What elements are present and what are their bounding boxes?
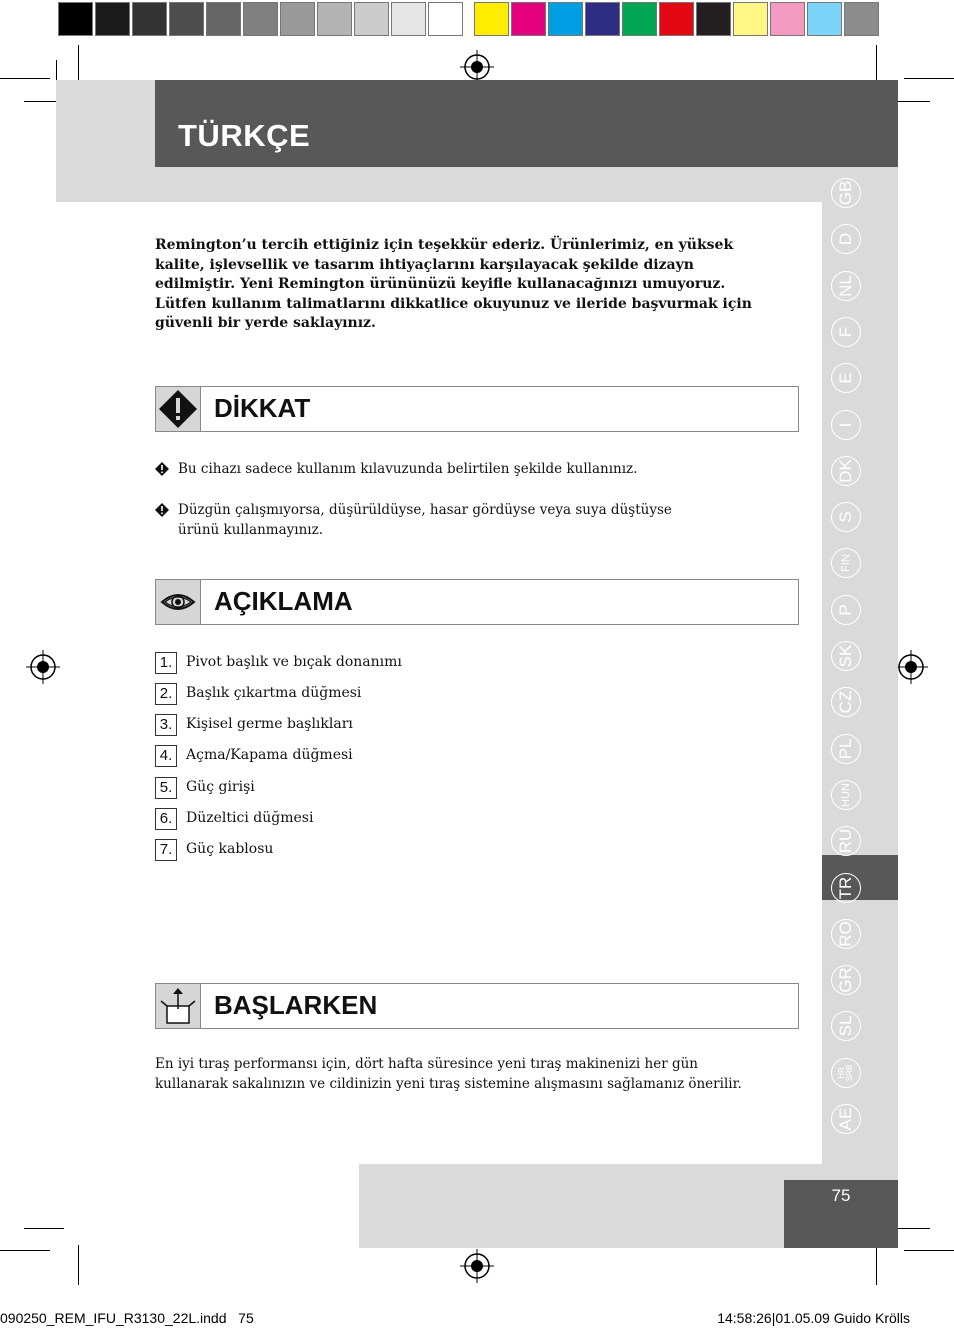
crop-mark	[24, 1228, 64, 1229]
item-number: 2.	[155, 683, 177, 705]
item-label: Kişisel germe başlıkları	[186, 716, 353, 732]
crop-mark	[78, 1245, 79, 1285]
color-swatch	[132, 2, 167, 36]
language-tab-tr[interactable]	[831, 873, 861, 903]
language-tab-label: SL	[836, 1015, 855, 1037]
item-number: 7.	[155, 839, 177, 861]
item-number: 6.	[155, 808, 177, 830]
crop-mark	[904, 78, 954, 79]
registration-mark-icon	[460, 50, 494, 84]
crop-mark	[904, 1250, 954, 1251]
section-title: BAŞLARKEN	[214, 990, 378, 1020]
language-tab-sk[interactable]	[831, 641, 861, 671]
language-tab-label: RU	[836, 828, 855, 854]
item-number: 5.	[155, 777, 177, 799]
page-title: TÜRKÇE	[178, 118, 311, 153]
section-title: DİKKAT	[214, 393, 311, 423]
language-tab-dk[interactable]	[831, 456, 861, 486]
print-slug-file: 090250_REM_IFU_R3130_22L.indd 75	[0, 1310, 254, 1326]
item-number: 1.	[155, 652, 177, 674]
eye-icon	[156, 580, 200, 624]
caution-bullet	[155, 500, 715, 540]
language-tab-s[interactable]	[831, 502, 861, 532]
color-swatch	[733, 2, 768, 36]
getting-started-header	[155, 983, 799, 1029]
language-tab-label: AE	[836, 1107, 855, 1131]
color-swatch	[391, 2, 426, 36]
color-swatch	[548, 2, 583, 36]
language-tab-cz[interactable]	[831, 687, 861, 717]
language-tab-p[interactable]	[831, 595, 861, 625]
section-icon-box	[156, 387, 201, 431]
section-icon-box	[156, 984, 201, 1028]
color-swatch	[317, 2, 352, 36]
crop-mark	[0, 1250, 50, 1251]
language-tab-label: DK	[836, 459, 855, 483]
color-swatch	[807, 2, 842, 36]
language-tab-label: TR	[836, 876, 855, 900]
color-swatch	[354, 2, 389, 36]
registration-mark-icon	[460, 1249, 494, 1283]
color-swatch	[280, 2, 315, 36]
language-tab-f[interactable]	[831, 317, 861, 347]
language-tab-d[interactable]	[831, 224, 861, 254]
language-tab-ro[interactable]	[831, 919, 861, 949]
item-number: 3.	[155, 714, 177, 736]
color-swatch	[585, 2, 620, 36]
unboxing-icon	[156, 984, 200, 1028]
language-tab-label: E	[836, 372, 855, 384]
color-swatch	[95, 2, 130, 36]
item-label: Güç girişi	[186, 779, 255, 795]
crop-mark	[0, 78, 50, 79]
language-tab-i[interactable]	[831, 410, 861, 440]
print-slug-timestamp: 14:58:26|01.05.09 Guido Krölls	[717, 1310, 910, 1326]
language-tab-label: PL	[836, 738, 855, 760]
language-tab-label: D	[836, 232, 855, 246]
diamond-bullet-icon	[155, 503, 169, 517]
color-swatch	[474, 2, 509, 36]
item-label: Düzeltici düğmesi	[186, 810, 314, 826]
language-tab-gb[interactable]	[831, 178, 861, 208]
language-tab-column	[822, 167, 898, 1165]
intro-paragraph: Remington’u tercih ettiğiniz için teşekkür ederiz. Ürünlerimiz, en yüksek kalite, işlevsellik ve tasarım ihtiyaçlarını karşılayacak şekilde dizayn edilmiştir. Yeni Remington ürününüzü keyifle kullanacağınızı umuyoruz. Lütfen kullanım talimatlarını dikkatlice okuyunuz ve ileride başvurmak için güvenli bir yerde saklayınız.	[155, 237, 752, 331]
crop-mark	[876, 1245, 877, 1285]
caution-header	[155, 386, 799, 432]
item-label: Başlık çıkartma düğmesi	[186, 685, 362, 701]
caution-bullet	[155, 459, 715, 479]
language-tab-label: FIN	[840, 554, 852, 572]
registration-mark-icon	[26, 650, 60, 684]
color-calibration-bar	[58, 2, 881, 38]
page-number: 75	[831, 1186, 851, 1205]
language-tab-label: NL	[836, 275, 855, 297]
language-tab-label: GB	[836, 180, 855, 206]
language-tab-hun[interactable]	[831, 780, 861, 810]
bullet-text: Düzgün çalışmıyorsa, düşürüldüyse, hasar gördüyse veya suya düştüyse ürünü kullanmayınız.	[178, 502, 672, 538]
getting-started-text: En iyi tıraş performansı için, dört hafta süresince yeni tıraş makinenizi her gün kullanarak sakalınızın ve cildinizin yeni tıraş sistemine alışmasını sağlamanız önerilir.	[155, 1056, 742, 1092]
color-swatch	[511, 2, 546, 36]
page-frame-band	[56, 167, 898, 202]
language-tab-pl[interactable]	[831, 734, 861, 764]
swatch-gap	[465, 2, 474, 38]
language-tab-sl[interactable]	[831, 1011, 861, 1041]
diamond-bullet-icon	[155, 462, 169, 476]
language-tab-gr[interactable]	[831, 965, 861, 995]
color-swatch	[206, 2, 241, 36]
color-swatch	[243, 2, 278, 36]
item-label: Pivot başlık ve bıçak donanımı	[186, 654, 402, 670]
color-swatch	[696, 2, 731, 36]
language-tab-label: HUN	[840, 783, 852, 807]
description-header	[155, 579, 799, 625]
language-tab-ru[interactable]	[831, 826, 861, 856]
color-swatch	[169, 2, 204, 36]
language-tab-label: S	[836, 511, 855, 523]
color-swatch	[428, 2, 463, 36]
color-swatch	[58, 2, 93, 36]
color-swatch	[844, 2, 879, 36]
language-tab-label: RO	[836, 921, 855, 947]
language-tab-label: GR	[836, 967, 855, 993]
item-label: Açma/Kapama düğmesi	[186, 747, 353, 763]
color-swatch	[770, 2, 805, 36]
language-tab-nl[interactable]	[831, 271, 861, 301]
item-label: Güç kablosu	[186, 841, 274, 857]
language-tab-hr-srb[interactable]	[831, 1058, 861, 1088]
language-tab-label: HR SRB	[837, 1064, 854, 1082]
registration-mark-icon	[894, 650, 928, 684]
language-tab-label: SK	[836, 644, 855, 668]
language-tab-label: I	[836, 422, 855, 428]
section-title: AÇIKLAMA	[214, 586, 353, 616]
color-swatch	[622, 2, 657, 36]
language-tab-label: P	[836, 604, 855, 616]
crop-mark	[56, 60, 57, 80]
color-swatch	[659, 2, 694, 36]
warning-icon	[156, 387, 200, 431]
language-tab-fin[interactable]	[831, 548, 861, 578]
language-tab-e[interactable]	[831, 363, 861, 393]
language-tab-label: CZ	[836, 690, 855, 714]
language-tab-ae[interactable]	[831, 1104, 861, 1134]
language-tab-label: F	[836, 326, 855, 338]
section-icon-box	[156, 580, 201, 624]
item-number: 4.	[155, 745, 177, 767]
bullet-text: Bu cihazı sadece kullanım kılavuzunda belirtilen şekilde kullanınız.	[178, 461, 638, 477]
